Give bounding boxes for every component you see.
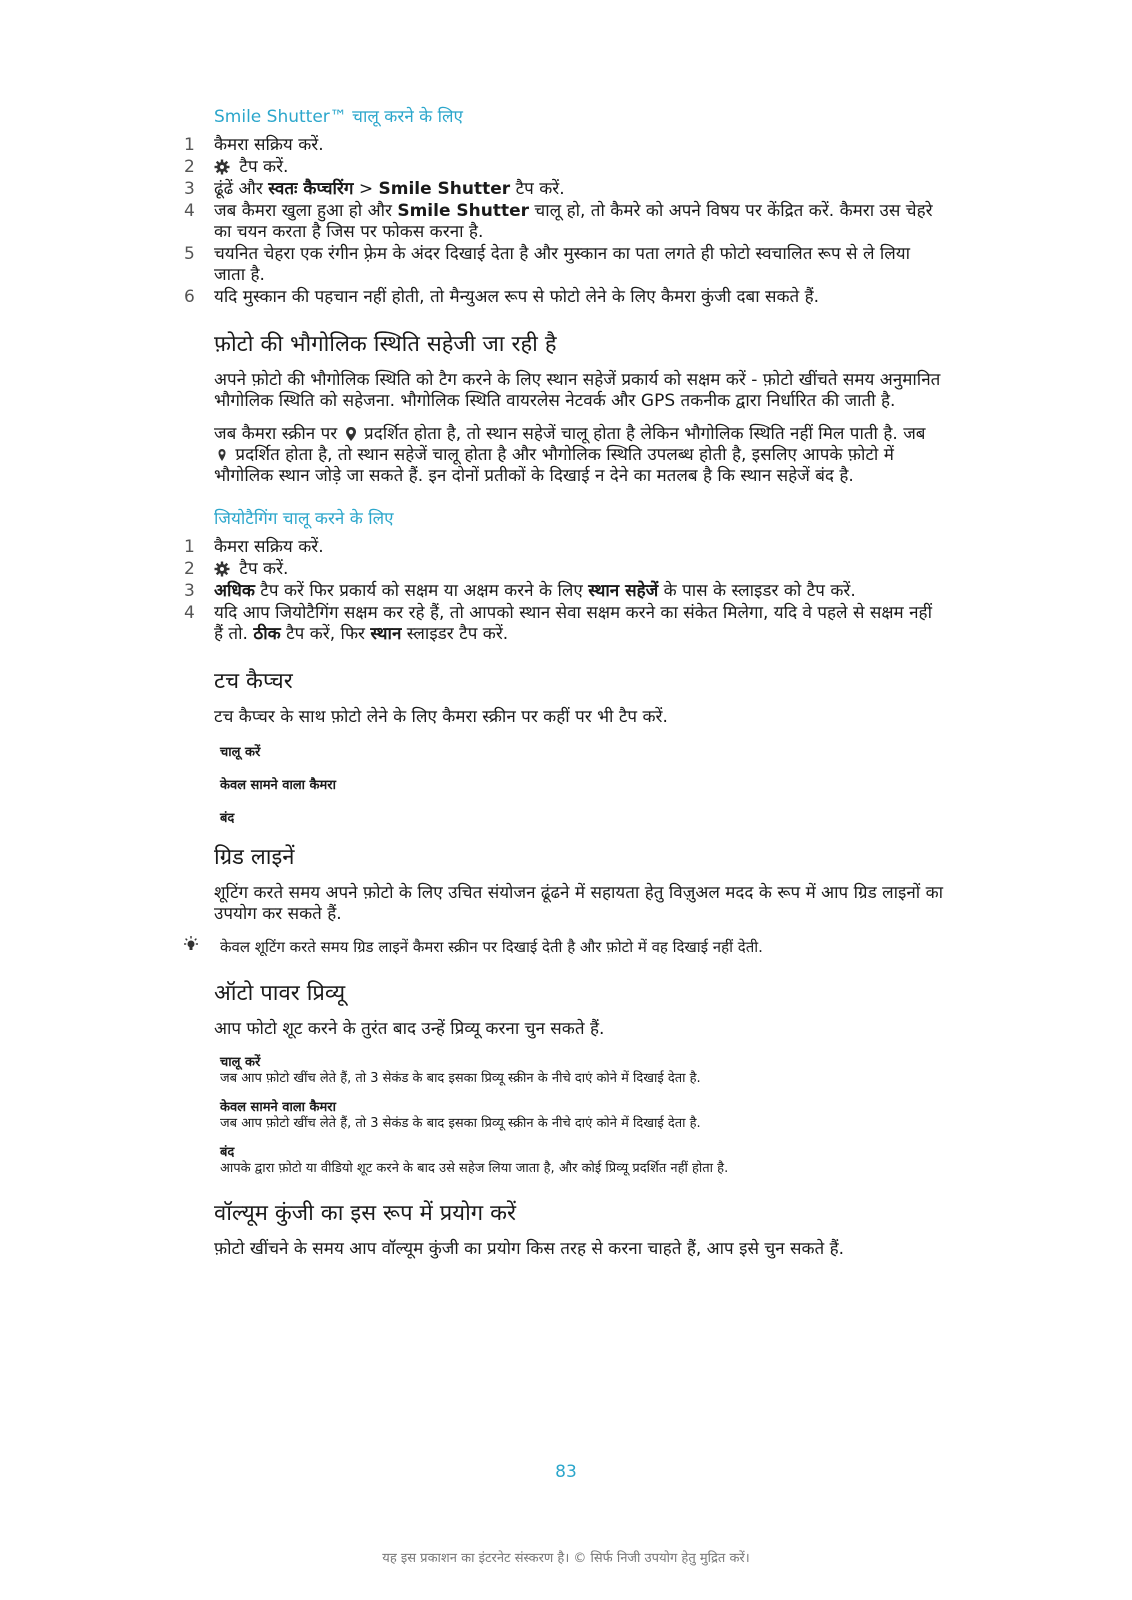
option-title: बंद xyxy=(220,1145,235,1160)
smile-shutter-subhead: Smile Shutter™ चालू करने के लिए xyxy=(214,107,463,127)
tip-text: केवल शूटिंग करते समय ग्रिड लाइनें कैमरा स्क्रीन पर दिखाई देती है और फ़ोटो में वह दिखाई नहीं देती. xyxy=(220,938,763,956)
location-pin-icon xyxy=(214,447,230,463)
option-item xyxy=(220,1144,944,1177)
step-text: टैप करें. xyxy=(239,157,289,177)
geo-para-2-part: प्रदर्शित होता है, तो स्थान सहेजें चालू होता है और भौगोलिक स्थिति उपलब्ध होती है, इसलिए आपके फ़ोटो में भौगोलिक स्थान जोड़े जा सकते हैं. इन दोनों प्रतीकों के दिखाई न देने का मतलब है कि स्थान सहेजें बंद है. xyxy=(214,445,894,486)
option-title: बंद xyxy=(220,811,235,826)
auto-preview-options xyxy=(220,1054,944,1177)
step-text: कैमरा सक्रिय करें. xyxy=(214,135,324,155)
list-item xyxy=(184,581,944,602)
location-pin-outline-icon xyxy=(343,426,359,442)
option-desc: आपके द्वारा फ़ोटो या वीडियो शूट करने के बाद उसे सहेज लिया जाता है, और कोई प्रिव्यू प्रदर्शित नहीं होता है. xyxy=(220,1161,729,1176)
step-text: जब कैमरा खुला हुआ हो और xyxy=(214,201,398,221)
step-text: चालू हो, तो कैमरे को अपने विषय पर केंद्रित करें. कैमरा उस चेहरे का चयन करता है जिस पर फोकस करना है. xyxy=(214,201,933,242)
step-text: यदि आप जियोटैगिंग सक्षम कर रहे हैं, तो आपको स्थान सेवा सक्षम करने का संकेत मिलेगा, यदि वे पहले से सक्षम नहीं हैं तो. xyxy=(214,603,932,644)
geo-para-1: अपने फ़ोटो की भौगोलिक स्थिति को टैग करने के लिए स्थान सहेजें प्रकार्य को सक्षम करें - फ़ोटो खींचते समय अनुमानित भौगोलिक स्थिति को सहेजना. भौगोलिक स्थिति वायरलेस नेटवर्क और GPS तकनीक द्वारा निर्धारित की जाती है. xyxy=(214,370,941,411)
grid-lines-para: शूटिंग करते समय अपने फ़ोटो के लिए उचित संयोजन ढूंढने में सहायता हेतु विज़ुअल मदद के रूप में आप ग्रिड लाइनों का उपयोग कर सकते हैं. xyxy=(214,883,944,924)
gear-icon xyxy=(214,159,230,175)
step-text: के पास के स्लाइडर को टैप करें. xyxy=(658,581,856,601)
list-item xyxy=(184,537,944,558)
page-content xyxy=(184,105,944,1272)
list-item xyxy=(184,559,944,580)
auto-preview-para: आप फोटो शूट करने के तुरंत बाद उन्हें प्रिव्यू करना चुन सकते हैं. xyxy=(214,1019,605,1039)
step-bold-text: Smile Shutter xyxy=(397,201,530,221)
option-desc: जब आप फ़ोटो खींच लेते हैं, तो 3 सेकंड के बाद इसका प्रिव्यू स्क्रीन के नीचे दाएं कोने में दिखाई देता है. xyxy=(220,1116,701,1131)
step-text: चयनित चेहरा एक रंगीन फ़्रेम के अंदर दिखाई देता है और मुस्कान का पता लगते ही फोटो स्वचालित रूप से ले लिया जाता है. xyxy=(214,244,911,285)
geotag-steps xyxy=(184,537,944,645)
option-title: चालू करें xyxy=(220,1055,261,1070)
list-item xyxy=(184,287,944,308)
list-item xyxy=(184,135,944,156)
step-number: 3 xyxy=(184,179,195,199)
step-bold-text: ठीक xyxy=(253,624,281,644)
geo-para-2-part: जब कैमरा स्क्रीन पर xyxy=(214,424,343,444)
touch-capture-para: टच कैप्चर के साथ फ़ोटो लेने के लिए कैमरा स्क्रीन पर कहीं पर भी टैप करें. xyxy=(214,707,668,727)
auto-preview-heading: ऑटो पावर प्रिव्यू xyxy=(214,981,346,1006)
step-text: यदि मुस्कान की पहचान नहीं होती, तो मैन्युअल रूप से फोटो लेने के लिए कैमरा कुंजी दबा सकते हैं. xyxy=(214,287,820,307)
step-number: 1 xyxy=(184,537,195,557)
geo-para-2 xyxy=(214,424,944,487)
step-text: ढूंढें और xyxy=(214,179,269,199)
list-item xyxy=(184,244,944,286)
step-number: 4 xyxy=(184,201,195,221)
step-number: 3 xyxy=(184,581,195,601)
geo-heading: फ़ोटो की भौगोलिक स्थिति सहेजी जा रही है xyxy=(214,332,557,357)
smile-shutter-steps xyxy=(184,135,944,308)
list-item xyxy=(184,201,944,243)
geotag-subhead: जियोटैगिंग चालू करने के लिए xyxy=(214,509,394,529)
option-item xyxy=(220,1054,944,1087)
step-text: टैप करें, फिर xyxy=(280,624,371,644)
option-item xyxy=(220,1099,944,1132)
lightbulb-icon xyxy=(182,935,200,955)
footer-note: यह इस प्रकाशन का इंटरनेट संस्करण है। © सिर्फ निजी उपयोग हेतु मुद्रित करें। xyxy=(382,1551,750,1566)
option-title: चालू करें xyxy=(220,745,261,760)
step-text: टैप करें फिर प्रकार्य को सक्षम या अक्षम करने के लिए xyxy=(254,581,589,601)
step-number: 1 xyxy=(184,135,195,155)
step-text: स्लाइडर टैप करें. xyxy=(401,624,509,644)
grid-lines-heading: ग्रिड लाइनें xyxy=(214,845,295,870)
touch-capture-options xyxy=(220,744,944,827)
step-bold-text: अधिक xyxy=(214,581,255,601)
option-title: केवल सामने वाला कैमरा xyxy=(220,778,336,793)
volume-key-para: फ़ोटो खींचने के समय आप वॉल्यूम कुंजी का प्रयोग किस तरह से करना चाहते हैं, आप इसे चुन सकते हैं. xyxy=(214,1239,845,1259)
step-bold-text: स्वतः कैप्चरिंग xyxy=(268,179,354,199)
gear-icon xyxy=(214,561,230,577)
step-bold-text: स्थान सहेजें xyxy=(588,581,659,601)
step-text: कैमरा सक्रिय करें. xyxy=(214,537,324,557)
geo-para-2-part: प्रदर्शित होता है, तो स्थान सहेजें चालू होता है लेकिन भौगोलिक स्थिति नहीं मिल पाती है. जब xyxy=(358,424,926,444)
option-desc: जब आप फ़ोटो खींच लेते हैं, तो 3 सेकंड के बाद इसका प्रिव्यू स्क्रीन के नीचे दाएं कोने में दिखाई देता है. xyxy=(220,1071,701,1086)
tip-note xyxy=(220,937,944,957)
step-bold-text: स्थान xyxy=(370,624,402,644)
list-item xyxy=(184,603,944,645)
step-text: टैप करें. xyxy=(510,179,565,199)
option-title: केवल सामने वाला कैमरा xyxy=(220,1100,336,1115)
step-number: 2 xyxy=(184,559,195,579)
list-item xyxy=(184,157,944,178)
step-number: 6 xyxy=(184,287,195,307)
step-bold-text: Smile Shutter xyxy=(378,179,511,199)
step-text: टैप करें. xyxy=(239,559,289,579)
volume-key-heading: वॉल्यूम कुंजी का इस रूप में प्रयोग करें xyxy=(214,1201,517,1226)
step-number: 4 xyxy=(184,603,195,623)
list-item xyxy=(184,179,944,200)
page-number: 83 xyxy=(555,1462,577,1482)
step-number: 2 xyxy=(184,157,195,177)
touch-capture-heading: टच कैप्चर xyxy=(214,669,293,694)
step-text: > xyxy=(353,179,379,199)
step-number: 5 xyxy=(184,244,195,264)
